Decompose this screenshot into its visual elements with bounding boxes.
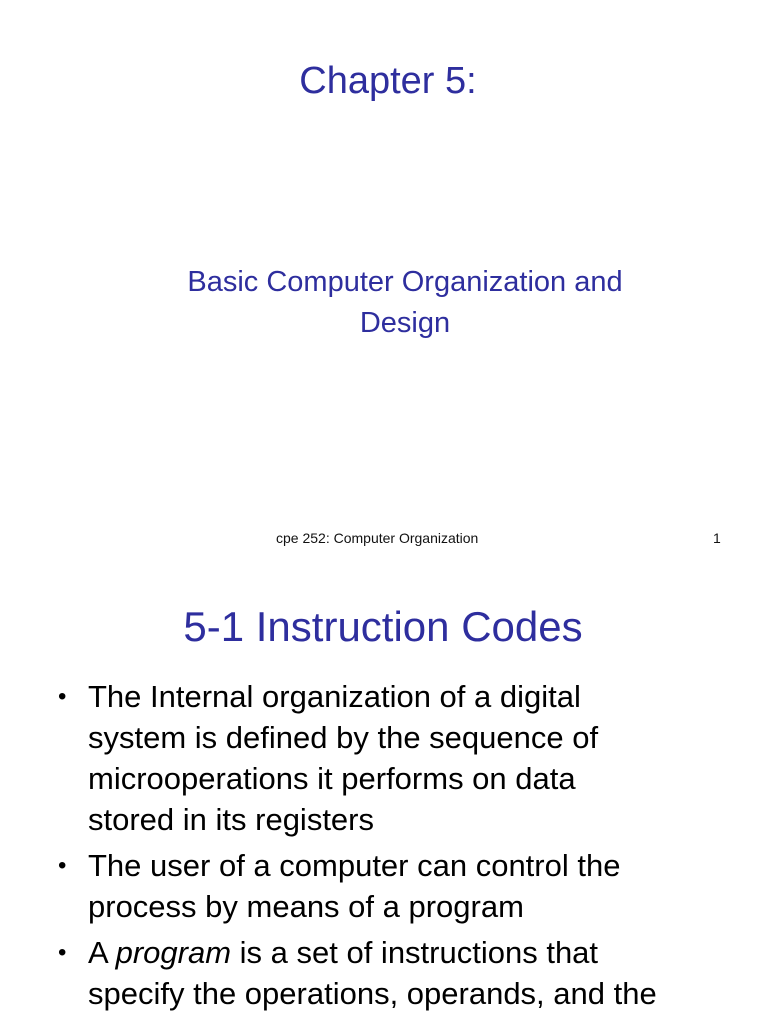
bullet-line: microoperations it performs on data xyxy=(88,761,576,796)
bullet-icon: • xyxy=(58,852,67,879)
bullet-item-1 xyxy=(56,676,756,840)
bullet-line: specify the operations, operands, and the xyxy=(88,976,657,1011)
bullet-icon: • xyxy=(58,683,67,710)
bullet-icon: • xyxy=(58,939,67,966)
page-number: 1 xyxy=(713,530,721,546)
bullet-text-rest: is a set of instructions that xyxy=(231,935,599,970)
slide-2 xyxy=(0,576,768,1024)
bullet-item-3 xyxy=(56,932,756,1014)
bullet-line: system is defined by the sequence of xyxy=(88,720,599,755)
bullet-list xyxy=(56,676,756,1019)
bullet-text-prefix: A xyxy=(88,935,116,970)
slide-footer: cpe 252: Computer Organization xyxy=(276,530,479,546)
section-title: 5-1 Instruction Codes xyxy=(183,603,583,650)
program-term: program xyxy=(115,935,232,970)
bullet-line xyxy=(88,932,756,973)
subtitle xyxy=(120,262,690,344)
chapter-title: Chapter 5: xyxy=(299,60,477,102)
bullet-line: process by means of a program xyxy=(88,889,524,924)
bullet-line: The user of a computer can control the xyxy=(88,848,621,883)
bullet-line: The Internal organization of a digital xyxy=(88,679,581,714)
subtitle-line-1: Basic Computer Organization and xyxy=(187,266,623,298)
subtitle-line-2: Design xyxy=(359,307,451,339)
bullet-line: stored in its registers xyxy=(88,802,374,837)
bullet-item-2 xyxy=(56,845,756,927)
